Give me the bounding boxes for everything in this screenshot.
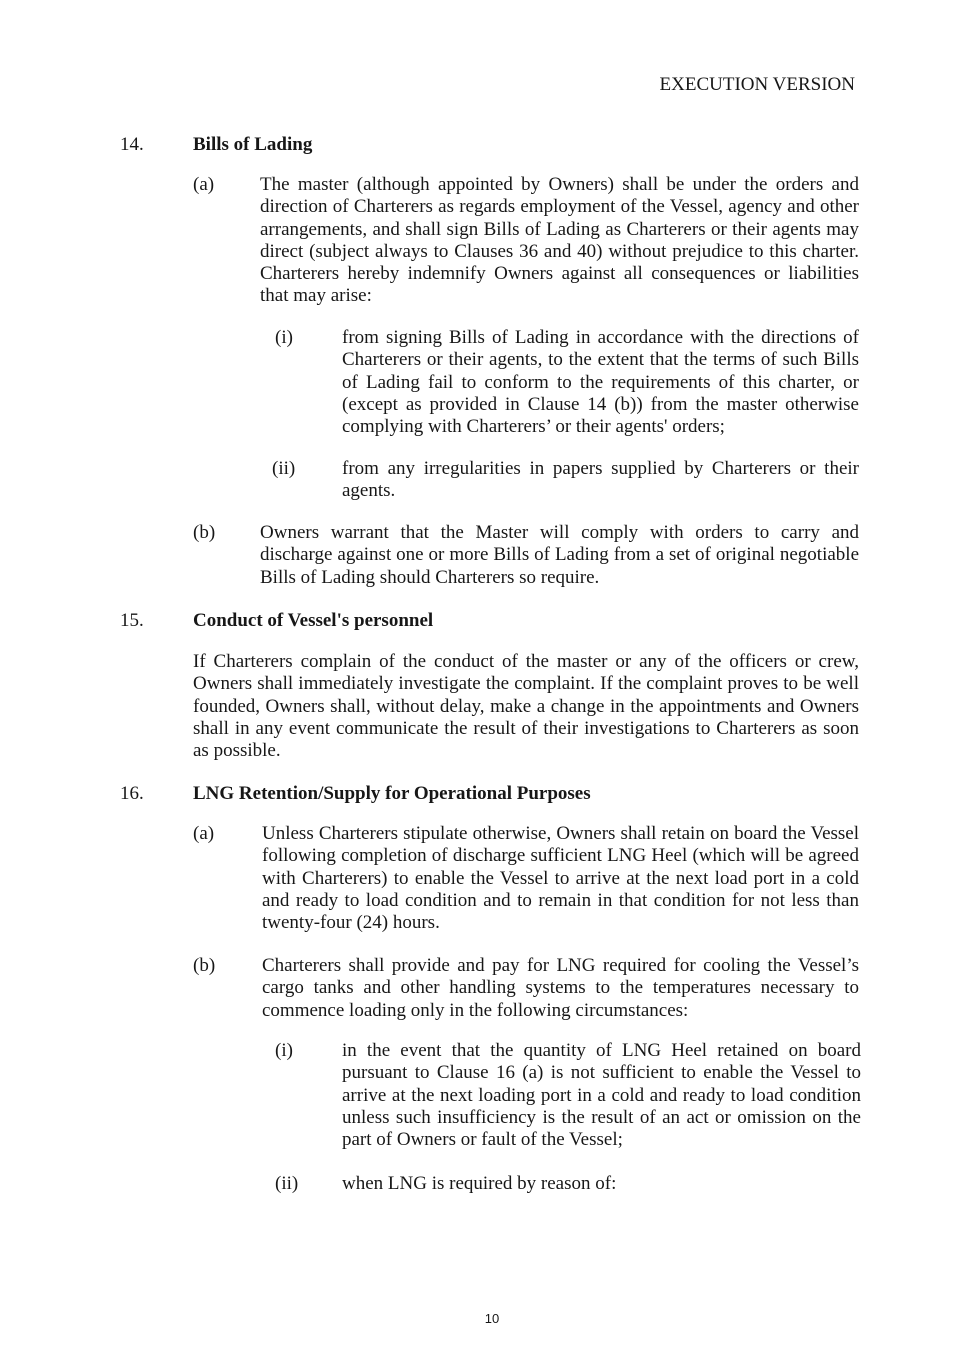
clause-label: (b): [193, 955, 216, 976]
subclause-text: from any irregularities in papers supplied by Charterers or their agents.: [342, 458, 859, 502]
section-title: Conduct of Vessel's personnel: [193, 610, 434, 631]
section-number: 14.: [120, 134, 144, 155]
section-title: LNG Retention/Supply for Operational Purposes: [193, 783, 591, 804]
clause-text: Unless Charterers stipulate otherwise, Owners shall retain on board the Vessel following completion of discharge sufficient LNG Heel (which will be agreed with Charterers) to enable the Vessel to arrive at the next load port in a cold and ready to load condition and to remain in that condition for not less than twenty-four (24) hours.: [262, 823, 859, 934]
section-body: If Charterers complain of the conduct of the master or any of the officers or crew, Owners shall immediately investigate the complaint. If the complaint proves to be well founded, Owners shall, without delay, make a change in the appointments and Owners shall in any event communicate the result of their investigations to Charterers as soon as possible.: [193, 651, 859, 762]
version-header: EXECUTION VERSION: [659, 74, 855, 95]
subclause-label: (i): [275, 1040, 293, 1061]
page-number: 10: [484, 1311, 500, 1326]
clause-text: Charterers shall provide and pay for LNG required for cooling the Vessel’s cargo tanks and other handling systems to the temperatures necessary to commence loading only in the following circumstances:: [262, 955, 859, 1021]
clause-text: Owners warrant that the Master will comply with orders to carry and discharge against one or more Bills of Lading from a set of original negotiable Bills of Lading should Charterers so require.: [260, 522, 859, 588]
subclause-text: from signing Bills of Lading in accordance with the directions of Charterers or their agents, to the extent that the terms of such Bills of Lading fail to conform to the requirements of this charter, or (except as provided in Clause 14 (b)) from the master otherwise complying with Charterers’ or their agents' orders;: [342, 327, 859, 438]
clause-label: (b): [193, 522, 216, 543]
subclause-label: (i): [275, 327, 293, 348]
section-number: 16.: [120, 783, 144, 804]
clause-text: The master (although appointed by Owners) shall be under the orders and direction of Charterers as regards employment of the Vessel, agency and other arrangements, and shall sign Bills of Lading as Charterers or their agents may direct (subject always to Clauses 36 and 40) without prejudice to this charter. Charterers hereby indemnify Owners against all consequences or liabilities that may arise:: [260, 174, 859, 307]
clause-label: (a): [193, 823, 215, 844]
subclause-text: when LNG is required by reason of:: [342, 1173, 617, 1194]
subclause-label: (ii): [275, 1173, 299, 1194]
subclause-text: in the event that the quantity of LNG Heel retained on board pursuant to Clause 16 (a) is not sufficient to enable the Vessel to arrive at the next loading port in a cold and ready to load condition unless such insufficiency is the result of an act or omission on the part of Owners or fault of the Vessel;: [342, 1040, 861, 1151]
section-title: Bills of Lading: [193, 134, 313, 155]
clause-label: (a): [193, 174, 215, 195]
section-number: 15.: [120, 610, 144, 631]
subclause-label: (ii): [272, 458, 296, 479]
